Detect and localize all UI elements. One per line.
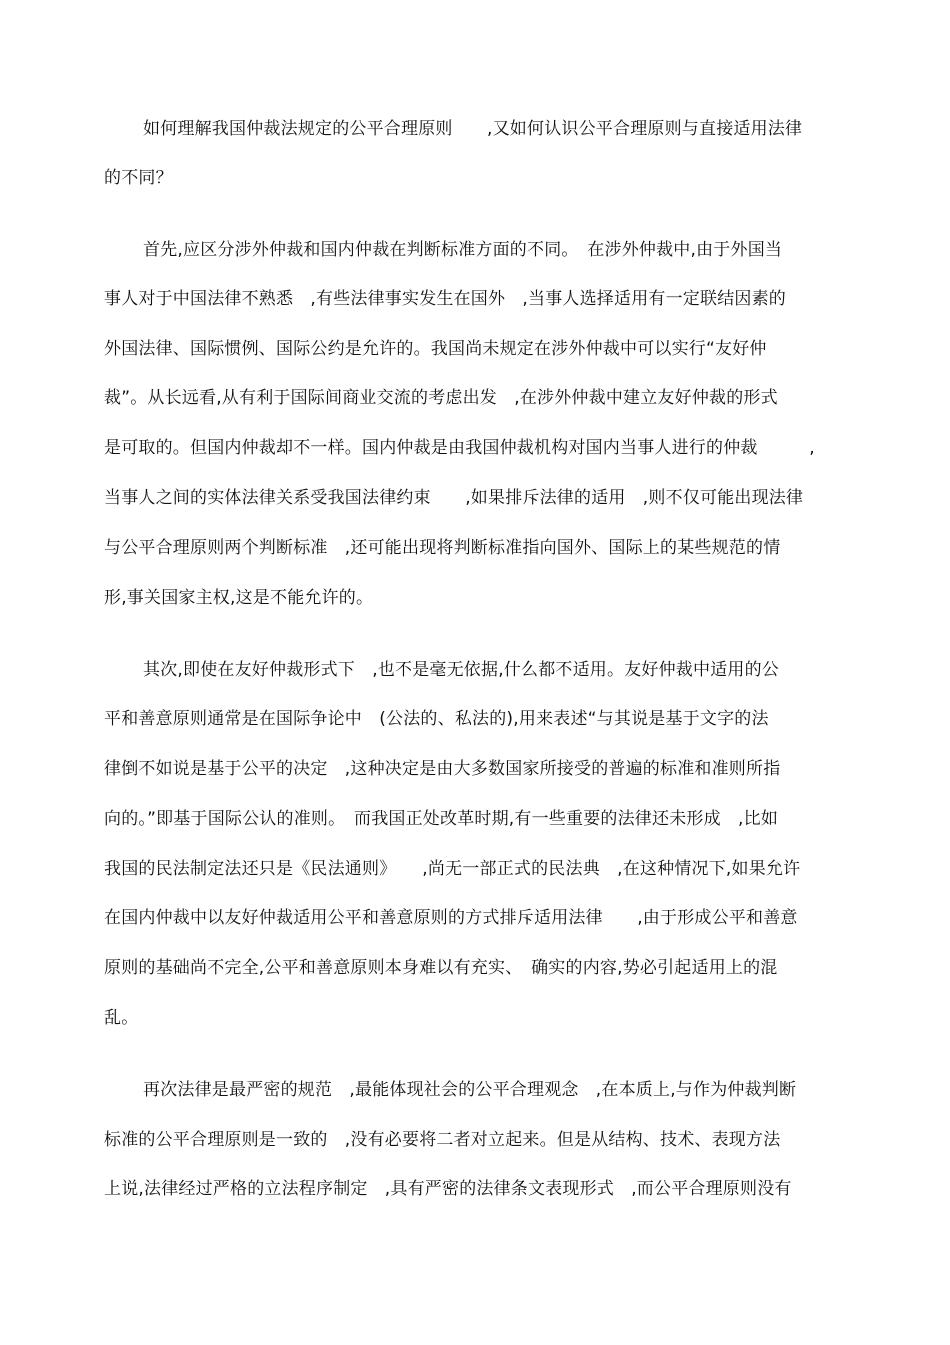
text-line: 我国的民法制定法还只是《民法通则》 ,尚无一部正式的民法典 ,在这种情况下,如果允许 [104,859,801,879]
text-line: 上说,法律经过严格的立法程序制定 ,具有严密的法律条文表现形式 ,而公平合理原则没有 [104,1179,792,1199]
text-line: 事人对于中国法律不熟悉 ,有些法律事实发生在国外 ,当事人选择适用有一定联结因素的 [104,289,787,309]
text-line: 向的。”即基于国际公认的准则。 而我国正处改革时期,有一些重要的法律还未形成 ,比如 [104,809,779,829]
text-line: 是可取的。但国内仲裁却不一样。国内仲裁是由我国仲裁机构对国内当事人进行的仲裁 , [104,438,815,458]
text-line: 外国法律、国际惯例、国际公约是允许的。我国尚未规定在涉外仲裁中可以实行“友好仲 [104,339,767,359]
text-line: 的不同？ [104,168,173,188]
text-line: 再次法律是最严密的规范 ,最能体现社会的公平合理观念 ,在本质上,与作为仲裁判断 [143,1080,797,1100]
text-line: 如何理解我国仲裁法规定的公平合理原则 ,又如何认识公平合理原则与直接适用法律 [143,119,803,139]
text-line: 原则的基础尚不完全,公平和善意原则本身难以有充实、 确实的内容,势必引起适用上的混 [104,958,778,978]
text-line: 形,事关国家主权,这是不能允许的。 [104,588,374,608]
text-line: 裁”。从长远看,从有利于国际间商业交流的考虑出发 ,在涉外仲裁中建立友好仲裁的形式 [104,388,778,408]
text-line: 乱。 [104,1008,139,1028]
text-line: 当事人之间的实体法律关系受我国法律约束 ,如果排斥法律的适用 ,则不仅可能出现法律 [104,488,804,508]
text-line: 其次,即使在友好仲裁形式下 ,也不是毫无依据,什么都不适用。友好仲裁中适用的公 [143,660,780,680]
text-line: 律倒不如说是基于公平的决定 ,这种决定是由大多数国家所接受的普遍的标准和准则所指 [104,759,781,779]
text-line: 与公平合理原则两个判断标准 ,还可能出现将判断标准指向国外、国际上的某些规范的情 [104,538,781,558]
text-line: 首先,应区分涉外仲裁和国内仲裁在判断标准方面的不同。 在涉外仲裁中,由于外国当 [143,240,783,260]
text-line: 在国内仲裁中以友好仲裁适用公平和善意原则的方式排斥适用法律 ,由于形成公平和善意 [104,908,798,928]
text-line: 标准的公平合理原则是一致的 ,没有必要将二者对立起来。但是从结构、技术、表现方法 [104,1130,781,1150]
text-line: 平和善意原则通常是在国际争论中 (公法的、私法的),用来表述“与其说是基于文字的法 [104,709,769,729]
